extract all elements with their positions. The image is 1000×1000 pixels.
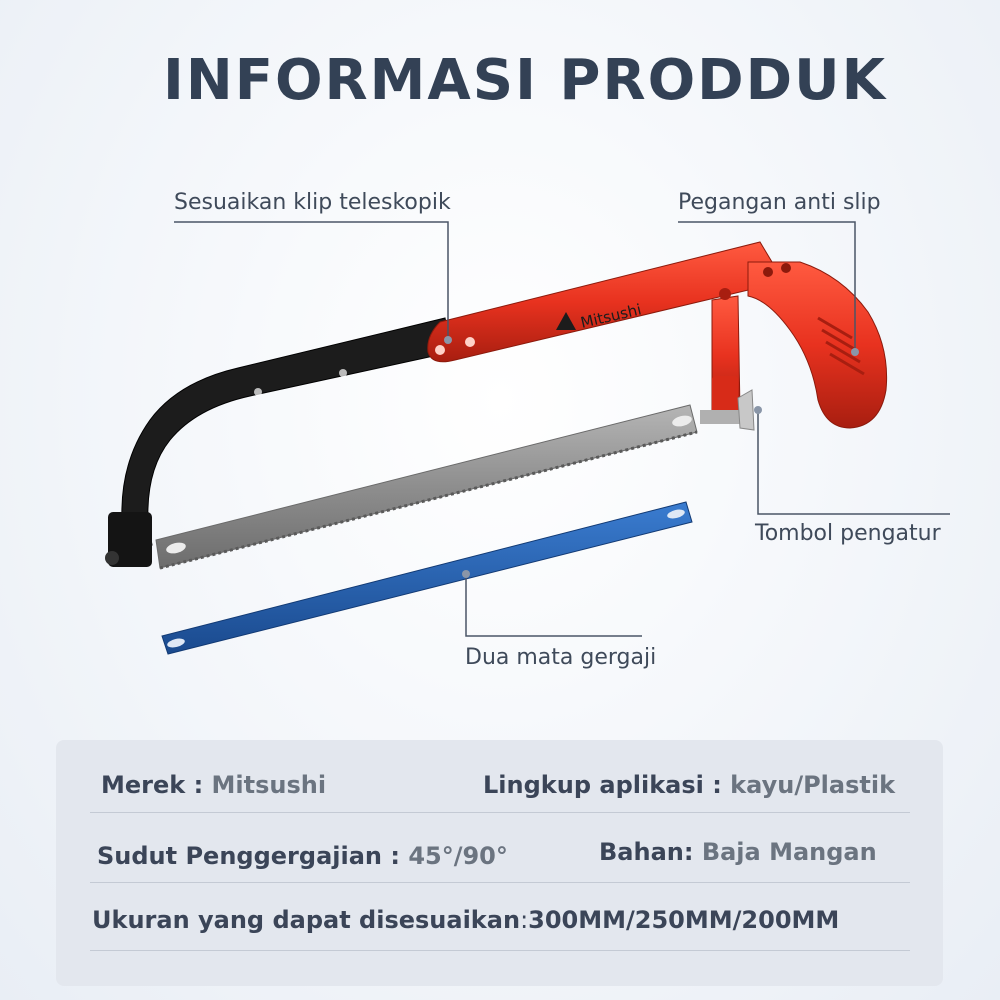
spec-scope [483, 771, 895, 799]
callout-knob: Tombol pengatur [755, 521, 941, 546]
spec-scope-value: kayu/Plastik [730, 771, 896, 799]
spec-angle [97, 842, 508, 870]
spec-material [599, 838, 877, 866]
spec-brand-label: Merek : [101, 771, 212, 799]
row-divider [90, 950, 910, 951]
row-divider [90, 812, 910, 813]
spec-brand-value: Mitsushi [211, 771, 327, 799]
spec-size-separator: : [520, 906, 529, 934]
spec-size-value: 300MM/250MM/200MM [528, 906, 840, 934]
grey-saw-blade [156, 405, 697, 568]
row-divider [90, 882, 910, 883]
spec-angle-label: Sudut Penggergajian : [97, 842, 409, 870]
red-frame [428, 242, 887, 428]
spec-material-label: Bahan: [599, 838, 702, 866]
brand-logo-text: Mitsushi [578, 300, 644, 332]
spec-size-label: Ukuran yang dapat disesuaikan [92, 906, 521, 934]
callout-blades: Dua mata gergaji [465, 645, 657, 670]
page-title: INFORMASI PRODDUK [162, 48, 888, 113]
callout-clip: Sesuaikan klip teleskopik [174, 190, 451, 215]
callout-grip: Pegangan anti slip [678, 190, 881, 215]
spec-size [92, 906, 839, 934]
spec-angle-value: 45°/90° [408, 842, 508, 870]
spec-brand [101, 771, 326, 799]
spec-material-value: Baja Mangan [701, 838, 877, 866]
spec-scope-label: Lingkup aplikasi : [483, 771, 731, 799]
